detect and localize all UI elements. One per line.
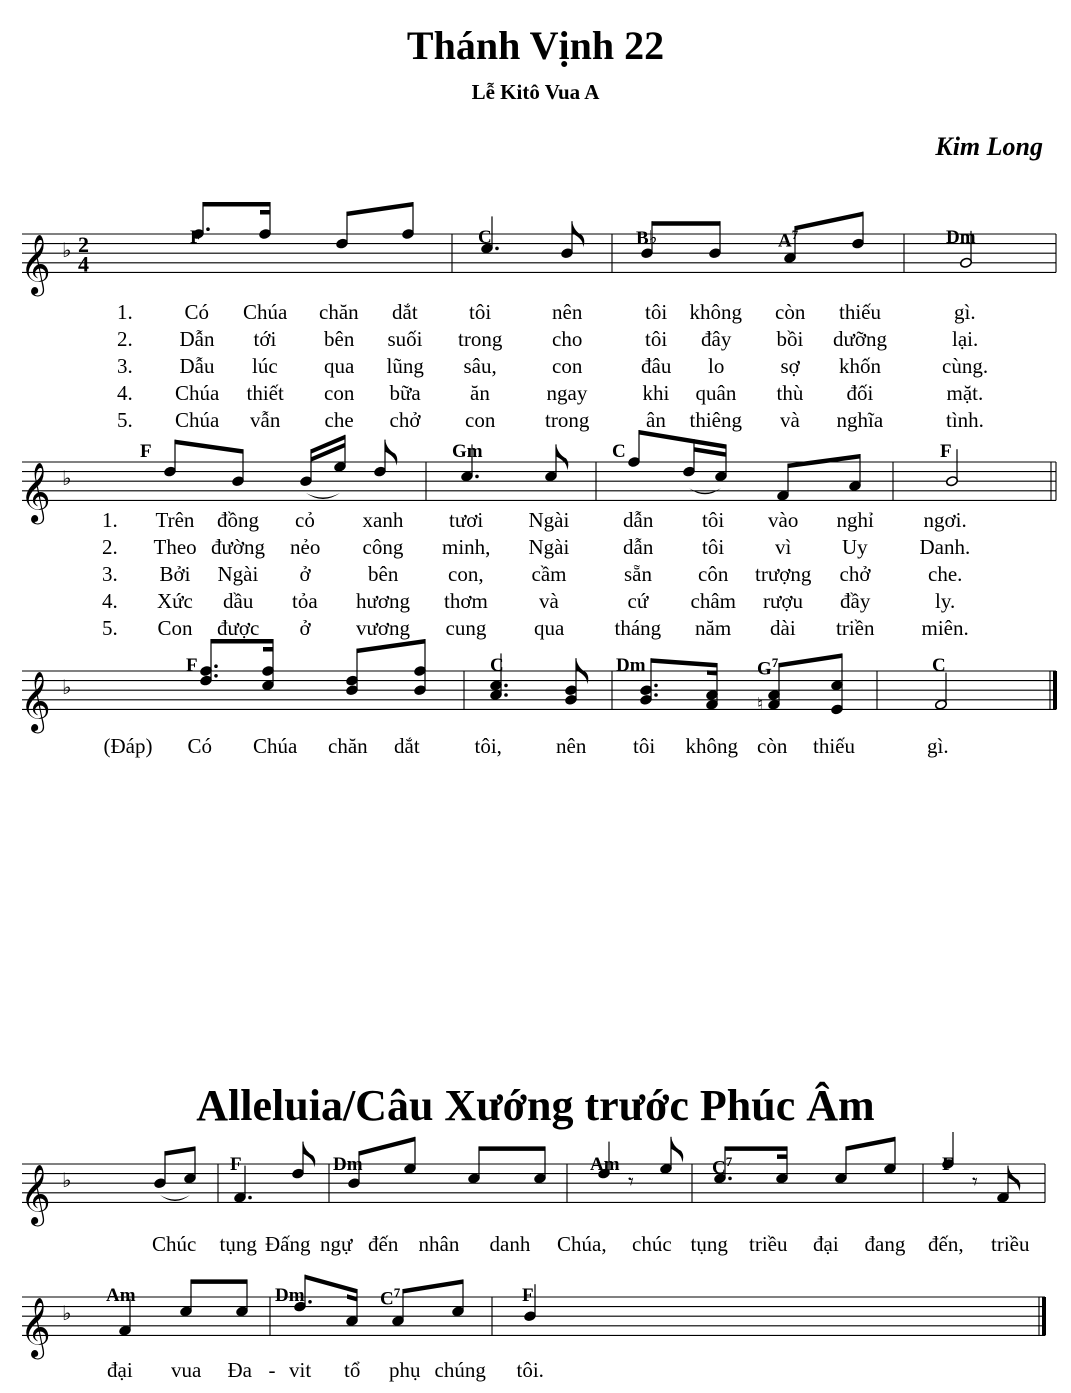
lyric-syllable: đầy	[840, 589, 871, 613]
lyric-syllable: Xức	[157, 589, 193, 613]
lyric-syllable: tháng	[614, 616, 662, 640]
natural-sign: ♮	[757, 694, 764, 715]
lyric-syllable: Ngài	[217, 562, 259, 586]
beam-secondary	[347, 1294, 357, 1301]
page-subtitle: Lễ Kitô Vua A	[471, 80, 600, 104]
key-flat: ♭	[62, 466, 72, 491]
beam	[795, 212, 863, 231]
chord-symbol: Gm	[452, 441, 483, 462]
chord-symbol: F	[942, 1154, 954, 1175]
treble-clef: 𝄞	[20, 1297, 51, 1358]
lyric-syllable: qua	[324, 354, 355, 378]
verse-number: 1.	[117, 300, 133, 324]
lyric-syllable: ngơi.	[923, 508, 967, 532]
lyric-syllable: nhân	[418, 1232, 460, 1256]
lyric-syllable: Uy	[842, 535, 868, 559]
beam	[165, 1146, 195, 1155]
eighth-rest: 𝄾	[628, 1170, 634, 1196]
lyric-syllable: lúc	[252, 354, 278, 378]
chord-symbol: F	[230, 1154, 242, 1175]
key-flat: ♭	[62, 238, 72, 263]
lyric-syllable: sẵn	[624, 562, 652, 586]
beam-secondary	[694, 447, 726, 457]
beam-secondary	[260, 210, 270, 215]
chord-symbol: Am	[106, 1285, 136, 1306]
lyric-syllable: cầm	[531, 562, 567, 586]
lyric-syllable: lũng	[386, 354, 424, 378]
lyric-syllable: đâu	[641, 354, 672, 378]
section-title-alleluia: Alleluia/Câu Xướng trước Phúc Âm	[196, 1081, 875, 1130]
lyric-syllable: không	[689, 300, 742, 324]
chord-symbol: C	[490, 655, 504, 676]
lyric-syllable: Có	[184, 300, 210, 324]
lyric-syllable: khốn	[839, 354, 881, 378]
verse-number: 4.	[102, 589, 118, 613]
augmentation-dot	[495, 247, 499, 251]
lyric-syllable: lo	[708, 354, 725, 378]
chord-symbol: $G^7$	[757, 655, 779, 680]
lyric-syllable: trượng	[755, 562, 812, 586]
treble-clef: 𝄞	[20, 234, 51, 295]
eighth-flag	[556, 444, 568, 470]
lyric-syllable: dưỡng	[833, 327, 887, 351]
lyric-syllable: tôi	[702, 508, 725, 532]
beam-secondary	[777, 1154, 787, 1159]
lyric-syllable: ngay	[546, 381, 588, 405]
chord-symbol: B♭	[636, 228, 658, 249]
beam	[347, 202, 413, 216]
lyric-syllable: tôi	[645, 327, 668, 351]
lyric-syllable: tụng	[690, 1232, 728, 1256]
chord-symbol: Dm	[616, 655, 646, 676]
lyric-syllable: Dẫn	[179, 327, 215, 351]
lyric-syllable: còn	[775, 300, 806, 324]
beam	[403, 1279, 463, 1293]
chord-symbol: Dm	[275, 1285, 305, 1306]
augmentation-dot	[475, 475, 479, 479]
lyric-syllable: vì	[775, 535, 792, 559]
lyric-syllable: mặt.	[946, 381, 984, 405]
lyric-syllable: nên	[556, 734, 587, 758]
beam	[191, 1279, 247, 1284]
lyric-syllable: miên.	[921, 616, 969, 640]
lyric-syllable: con	[552, 354, 583, 378]
lyric-syllable: che	[324, 408, 354, 432]
lyric-syllable: công	[362, 535, 404, 559]
lyric-syllable: thù	[776, 381, 804, 405]
slur	[306, 493, 340, 499]
lyric-syllable: tôi	[633, 734, 656, 758]
lyric-syllable: cung	[445, 616, 487, 640]
lyric-syllable: Trên	[155, 508, 195, 532]
beam	[779, 653, 842, 667]
lyric-syllable: không	[685, 734, 738, 758]
lyric-syllable: Con	[157, 616, 193, 640]
lyric-syllable: Đa	[227, 1358, 252, 1382]
lyric-syllable: năm	[695, 616, 732, 640]
lyric-syllable: qua	[534, 616, 565, 640]
lyric-syllable: Có	[187, 734, 213, 758]
lyric-syllable: châm	[690, 589, 736, 613]
lyric-syllable: tình.	[946, 408, 984, 432]
chord-symbol: F	[186, 655, 198, 676]
lyric-syllable: ở	[299, 562, 311, 586]
lyric-syllable: đây	[701, 327, 732, 351]
lyric-syllable: được	[217, 616, 260, 640]
chord-symbol: C	[612, 441, 626, 462]
lyric-syllable: đang	[864, 1232, 906, 1256]
page-title: Thánh Vịnh 22	[406, 23, 665, 68]
lyric-syllable: rượu	[763, 589, 803, 613]
lyric-syllable: Chúa,	[557, 1232, 607, 1256]
lyric-syllable: ly.	[935, 589, 956, 613]
lyric-syllable: tôi.	[516, 1358, 544, 1382]
lyric-syllable: ngự	[320, 1232, 353, 1256]
augmentation-dot	[504, 684, 508, 688]
lyric-syllable: tươi	[449, 508, 484, 532]
lyric-syllable: ân	[646, 408, 666, 432]
augmentation-dot	[206, 227, 210, 231]
lyric-syllable: thiêng	[689, 408, 742, 432]
key-flat: ♭	[62, 675, 72, 700]
lyric-syllable: cùng.	[942, 354, 989, 378]
lyric-syllable: Đấng	[265, 1232, 311, 1256]
key-flat: ♭	[62, 1301, 72, 1326]
lyric-syllable: dắt	[392, 300, 418, 324]
lyric-syllable: tới	[253, 327, 277, 351]
eighth-flag	[1008, 1166, 1020, 1192]
lyric-syllable: tôi,	[474, 734, 502, 758]
lyric-syllable: bữa	[389, 381, 421, 405]
lyric-syllable: lại.	[952, 327, 979, 351]
augmentation-dot	[308, 1300, 312, 1304]
verse-number: 4.	[117, 381, 133, 405]
lyric-syllable: hương	[356, 589, 410, 613]
lyric-syllable: -	[268, 1358, 276, 1382]
lyric-syllable: triền	[836, 616, 875, 640]
lyric-syllable: con	[465, 408, 496, 432]
beam	[846, 1137, 895, 1151]
beam	[175, 440, 243, 454]
beam	[725, 1146, 787, 1151]
lyric-syllable: Chúa	[175, 381, 220, 405]
lyric-syllable: sâu,	[463, 354, 497, 378]
lyric-syllable: đại	[107, 1358, 133, 1382]
lyric-syllable: côn	[698, 562, 729, 586]
beam	[203, 202, 270, 207]
composer: Kim Long	[935, 132, 1043, 161]
chord-symbol: F	[940, 441, 952, 462]
lyric-syllable: ăn	[470, 381, 490, 405]
lyric-syllable: tôi	[645, 300, 668, 324]
lyric-syllable: Danh.	[919, 535, 971, 559]
verse-number: 5.	[102, 616, 118, 640]
lyric-syllable: chăn	[319, 300, 359, 324]
lyric-syllable: dẫn	[623, 508, 654, 532]
lyric-syllable: tôi	[702, 535, 725, 559]
lyric-syllable: đến	[368, 1232, 399, 1256]
treble-clef: 𝄞	[20, 671, 51, 732]
chord-symbol: F	[140, 441, 152, 462]
lyric-syllable: quân	[695, 381, 737, 405]
lyric-syllable: dầu	[223, 589, 254, 613]
lyric-syllable: cứ	[627, 589, 649, 613]
lyric-syllable: bồi	[776, 327, 804, 351]
lyric-syllable: tỏa	[292, 589, 318, 613]
lyric-syllable: tổ	[344, 1358, 361, 1382]
lyric-syllable: Ngài	[528, 535, 570, 559]
lyric-syllable: che.	[928, 562, 963, 586]
chord-symbol: $A^7$	[778, 227, 799, 252]
lyric-syllable: tụng	[219, 1232, 257, 1256]
lyric-syllable: nẻo	[290, 535, 321, 559]
lyric-syllable: dẫn	[623, 535, 654, 559]
lyric-syllable: Ngài	[528, 508, 570, 532]
chord-symbol: C	[932, 655, 946, 676]
augmentation-dot	[248, 1196, 252, 1200]
lyric-syllable: Chúa	[243, 300, 288, 324]
lyric-syllable: thiếu	[813, 734, 855, 758]
lyric-syllable: trong	[458, 327, 503, 351]
augmentation-dot	[654, 684, 658, 688]
lyric-syllable: đồng	[217, 508, 259, 532]
chord-symbol: Dm	[946, 227, 976, 248]
lyric-syllable: trong	[545, 408, 590, 432]
lyric-syllable: chở	[839, 562, 871, 586]
lyric-syllable: vit	[289, 1358, 312, 1382]
augmentation-dot	[214, 674, 218, 678]
lyric-syllable: danh	[489, 1232, 531, 1256]
lyric-syllable: khi	[642, 381, 670, 405]
lyric-syllable: vào	[768, 508, 799, 532]
lyric-syllable: chăn	[328, 734, 368, 758]
lyric-syllable: thiết	[246, 381, 284, 405]
lyric-syllable: nghỉ	[836, 508, 874, 532]
lyric-syllable: triều	[991, 1232, 1030, 1256]
lyric-syllable: phụ	[389, 1358, 421, 1382]
lyric-syllable: đường	[211, 535, 265, 559]
lyric-syllable: đến,	[928, 1232, 964, 1256]
time-signature-bottom: 4	[78, 251, 89, 277]
lyric-syllable: Chúa	[253, 734, 298, 758]
beam-secondary	[263, 647, 273, 652]
lyric-syllable: Chúc	[152, 1232, 197, 1256]
slur	[160, 1195, 190, 1201]
chord-symbol: F	[522, 1285, 534, 1306]
chord-symbol: $C^7$	[712, 1154, 733, 1179]
verse-number: 5.	[117, 408, 133, 432]
time-signature-top: 2	[78, 232, 89, 258]
lyric-syllable: Chúa	[175, 408, 220, 432]
lyric-syllable: đối	[846, 381, 874, 405]
beam	[651, 658, 717, 667]
lyric-syllable: con,	[448, 562, 484, 586]
lyric-syllable: triều	[749, 1232, 788, 1256]
chord-symbol: C	[478, 227, 492, 248]
lyric-syllable: Dẫu	[179, 354, 215, 378]
chord-symbol: Am	[590, 1154, 620, 1175]
lyric-syllable: đại	[813, 1232, 839, 1256]
lyric-syllable: gì.	[954, 300, 976, 324]
lyric-syllable: minh,	[442, 535, 491, 559]
lyric-syllable: bên	[368, 562, 399, 586]
lyric-syllable: dắt	[394, 734, 420, 758]
chord-symbol: Dm	[333, 1154, 363, 1175]
lyric-syllable: nên	[552, 300, 583, 324]
lyric-syllable: thơm	[444, 589, 488, 613]
lyric-syllable: vương	[356, 616, 410, 640]
lyric-syllable: chúng	[434, 1358, 486, 1382]
lyric-syllable: và	[780, 408, 800, 432]
chord-symbol: F	[190, 227, 202, 248]
verse-number: 1.	[102, 508, 118, 532]
verse-number: 2.	[102, 535, 118, 559]
response-label: (Đáp)	[103, 734, 153, 758]
lyric-syllable: và	[539, 589, 559, 613]
lyric-syllable: Bởi	[159, 562, 191, 586]
verse-number: 2.	[117, 327, 133, 351]
key-flat: ♭	[62, 1168, 72, 1193]
chord-symbol: $C^7$	[380, 1285, 401, 1310]
lyric-syllable: bên	[324, 327, 355, 351]
lyric-syllable: Theo	[153, 535, 197, 559]
lyric-syllable: xanh	[362, 508, 404, 532]
final-barline	[1042, 1297, 1046, 1335]
lyric-syllable: dài	[770, 616, 796, 640]
beam	[788, 454, 860, 468]
lyric-syllable: chở	[389, 408, 421, 432]
lyric-syllable: còn	[757, 734, 788, 758]
lyric-syllable: vua	[171, 1358, 202, 1382]
eighth-flag	[671, 1137, 683, 1163]
verse-number: 3.	[117, 354, 133, 378]
lyric-syllable: tôi	[469, 300, 492, 324]
lyric-syllable: con	[324, 381, 355, 405]
lyric-syllable: gì.	[927, 734, 949, 758]
beam	[359, 1137, 415, 1156]
lyric-syllable: vẫn	[250, 408, 281, 432]
augmentation-dot	[654, 693, 658, 697]
lyric-syllable: nghĩa	[836, 408, 884, 432]
augmentation-dot	[504, 693, 508, 697]
lyric-syllable: cỏ	[295, 508, 315, 532]
augmentation-dot	[214, 664, 218, 668]
beam-secondary	[707, 670, 717, 675]
beam	[652, 221, 720, 226]
final-barline	[1053, 671, 1057, 709]
beam	[479, 1146, 545, 1151]
beam	[305, 1275, 357, 1294]
lyric-syllable: thiếu	[839, 300, 881, 324]
lyric-syllable: sợ	[780, 354, 800, 378]
verse-number: 3.	[102, 562, 118, 586]
treble-clef: 𝄞	[20, 1164, 51, 1225]
lyric-syllable: chúc	[632, 1232, 672, 1256]
lyric-syllable: cho	[552, 327, 583, 351]
treble-clef: 𝄞	[20, 462, 51, 523]
lyric-syllable: suối	[387, 327, 423, 351]
beam	[357, 639, 425, 653]
eighth-rest: 𝄾	[972, 1170, 978, 1196]
lyric-syllable: ở	[299, 616, 311, 640]
